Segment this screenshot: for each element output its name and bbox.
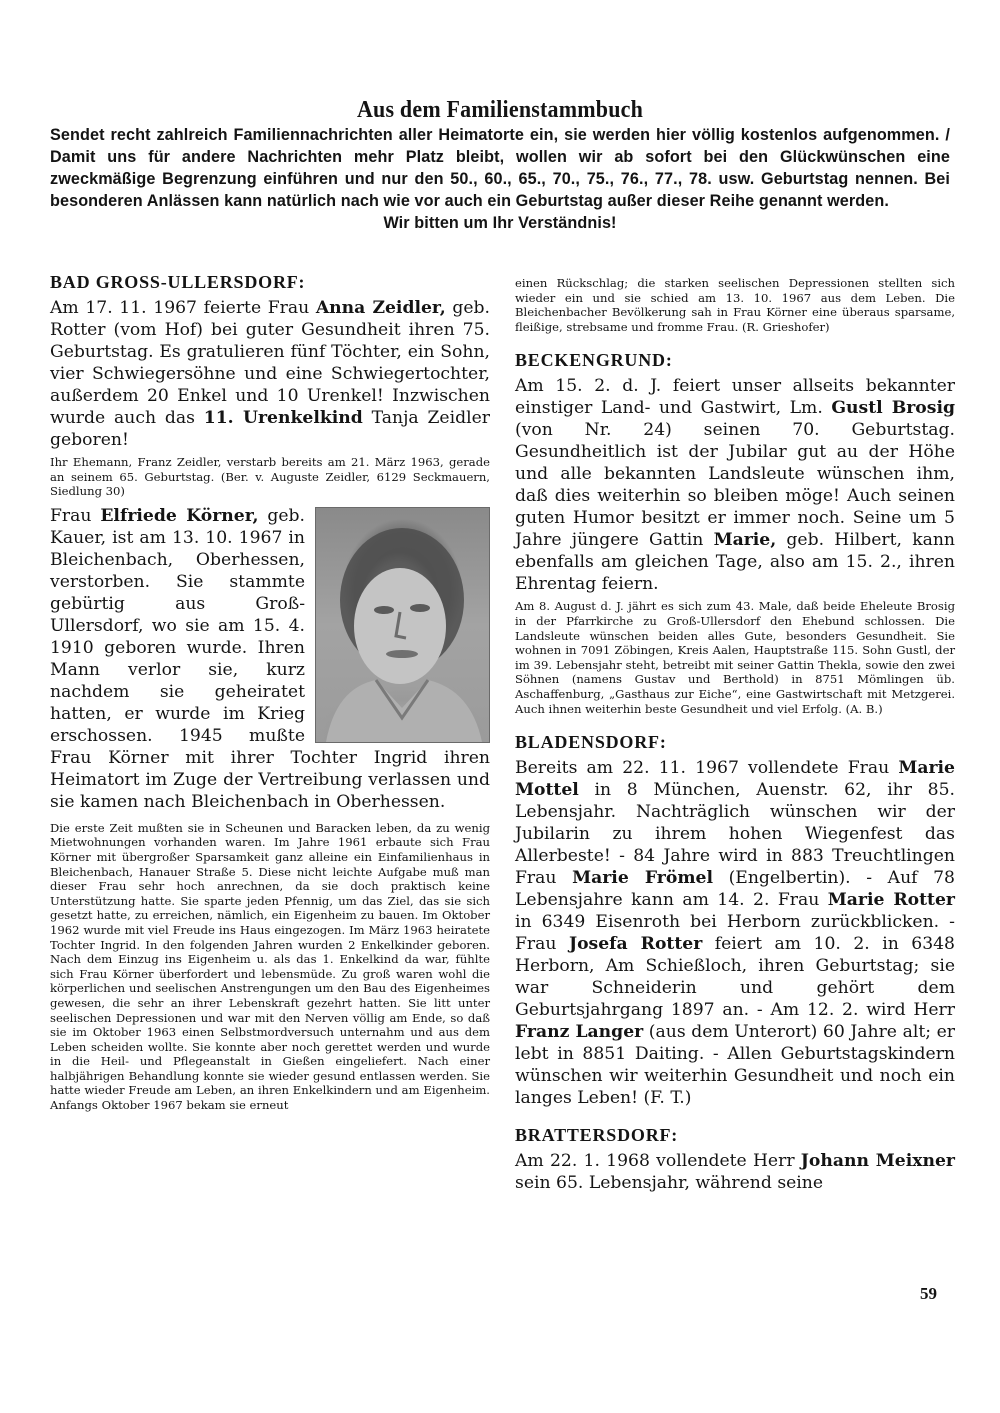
text: Frau <box>50 505 101 526</box>
text: geb. Kauer, ist am 13. 10. 1967 in Bleichenbach, Oberhessen, verstorben. Sie stammte gebürtig aus Groß-Ullersdorf, wo sie am 15. 4. 1910 geboren wurde. Ihren Mann verlor sie, kurz nachdem sie geheiratet hatten, er wurde im Krieg erschossen. 1945 mußte Frau Körner mit ihrer Tochter Ingrid ihren Heimatort im Zuge der Vertreibung verlassen und sie kamen nach Bleichenbach in Oberhessen. <box>50 505 490 812</box>
bold-phrase: 11. Urenkelkind <box>203 408 363 428</box>
text: Bereits am 22. 11. 1967 vollendete Frau <box>515 758 899 779</box>
note-zeidler: Ihr Ehemann, Franz Zeidler, verstarb bereits am 21. März 1963, gerade an seinem 65. Geburtstag. (Ber. v. Auguste Zeidler, 6129 Seckmauern, Siedlung 30) <box>50 455 490 499</box>
text: geb. Hilbert, kann ebenfalls am gleichen Tage, also am 15. 2., ihren Ehrentag feiern. <box>515 530 955 595</box>
text: Am 15. 2. d. J. feiert unser allseits bekannter einstiger Land- und Gastwirt, Lm. <box>515 376 955 419</box>
person-name: Elfriede Körner, <box>100 505 259 526</box>
text: (von Nr. 24) seinen 70. Geburtstag. Gesundheitlich ist der Jubilar gut au der Höhe und alle bekannten Landsleute wünschen ihm, daß dies weiterhin so bleiben möge! Auch seinen guten Humor besitzt er immer noch. Seine um 5 Jahre jüngere Gattin <box>515 420 955 551</box>
text: Am 22. 1. 1968 vollendete Herr <box>515 1151 801 1172</box>
article-koerner-details: Die erste Zeit mußten sie in Scheunen und Baracken leben, da zu wenig Mietwohnungen vorhanden waren. Im Jahre 1961 erbaute sich Frau Körner mit übergroßer Sparsamkeit ganz alleine ein Einfamilienhaus in Bleichenbach, Hanauer Straße 5. Diese nicht leichte Aufgabe muß man dieser Frau sehr hoch anrechnen, da sie doch praktisch keine Unterstützung hatte. Sie sparte jeden Pfennig, um das Ziel, das sie sich gesetzt hatte, zu erreichen, nämlich, ein Eigenheim zu bauen. Im Oktober 1962 wurde mit viel Freude ins Haus eingezogen. Im März 1963 heiratete Tochter Ingrid. In den folgenden Jahren wurden 2 Enkelkinder geboren. Nach dem Einzug ins Eigenheim u. als das 1. Enkelkind da war, fühlte sich Frau Körner überfordert und lebensmüde. Zu groß waren wohl die körperlichen und seelischen Anstrengungen um den Bau des Eigenheimes gewesen, die sehr an ihrer Lebenskraft gezehrt hatten. Sie litt unter seelischen Depressionen und war mit den Nerven völlig am Ende, so daß sie im Oktober 1963 einen Selbstmordversuch unternahm und aus dem Leben scheiden wollte. Sie konnte aber noch gerettet werden und wurde in die Heil- und Pflegeanstalt in Gießen eingeliefert. Nach einer halbjährigen Behandlung konnte sie wieder gesund entlassen werden. Sie hatte wieder Freude am Leben, an ihren Enkelkindern und am Eigenheim. Anfangs Oktober 1967 bekam sie erneut <box>50 820 490 1113</box>
intro-text: Sendet recht zahlreich Familiennachrichten aller Heimatorte ein, sie werden hier völlig kostenlos aufgenommen. / Damit uns für andere Nachrichten mehr Platz bleibt, wollen wir ab sofort bei den Glückwünschen eine zweckmäßige Begrenzung einführen und nur den 50., 60., 65., 70., 75., 76., 77., 78. usw. Geburtstag nennen. Bei besonderen Anlässen kann natürlich nach wie vor auch ein Geburtstag außer dieser Reihe genannt werden. <box>50 126 950 210</box>
text: in 8 München, Auenstr. 62, ihr 85. Lebensjahr. Nachträglich wünschen wir der Jubilarin zu ihrem hohen Wiegenfest das Allerbeste! - 84 Jahre wird in 883 Treuchtlingen Frau <box>515 780 955 889</box>
section-heading-brattersdorf: BRATTERSDORF: <box>515 1125 679 1146</box>
person-name: Josefa Rotter <box>568 934 703 955</box>
section-heading-beckengrund: BECKENGRUND: <box>515 350 673 371</box>
section-heading-bladensdorf: BLADENSDORF: <box>515 732 667 753</box>
text: geb. Rotter (vom Hof) bei guter Gesundheit ihren 75. Geburtstag. Es gratulieren fünf Töchter, ein Sohn, vier Schwiegersöhne und eine Schwiegertochter, außerdem 20 Enkel und 10 Urenkel! Inzwischen wurde auch das <box>50 298 490 428</box>
person-name: Marie Mottel <box>515 758 955 801</box>
text: feiert am 10. 2. in 6348 Herborn, Am Schießloch, ihren Geburtstag; sie war Schneiderin und gehört dem Geburtsjahrgang 1897 an. - Am 12. 2. wird Herr <box>515 934 955 1021</box>
article-zeidler <box>50 297 490 451</box>
article-koerner <box>50 505 490 813</box>
portrait-image-icon <box>316 508 489 742</box>
page-number: 59 <box>920 1284 937 1303</box>
text: Tanja Zeidler geboren! <box>50 408 490 450</box>
person-name: Marie Rotter <box>827 890 955 911</box>
article-koerner-continued: einen Rückschlag; die starken seelischen Depressionen stellten sich wieder ein und sie schied am 13. 10. 1967 aus dem Leben. Die Bleichenbacher Bevölkerung sah in Frau Körner eine überaus sparsame, fleißige, strebsame und fromme Frau. (R. Grieshofer) <box>515 276 955 334</box>
intro-closing: Wir bitten um Ihr Verständnis! <box>383 214 617 232</box>
text: (aus dem Unterort) 60 Jahre alt; er lebt in 8851 Daiting. - Allen Geburtstagskindern wünschen wir weiterhin Gesundheit und noch ein langes Leben! (F. T.) <box>515 1022 955 1109</box>
section-heading-bad-gross-ullersdorf: BAD GROSS-ULLERSDORF: <box>50 272 306 292</box>
text: sein 65. Lebensjahr, während seine <box>515 1173 824 1194</box>
portrait-photo <box>315 507 490 743</box>
intro-notice <box>50 124 950 234</box>
person-name: Franz Langer <box>515 1022 644 1043</box>
right-column <box>515 270 955 1194</box>
article-brosig <box>515 375 955 595</box>
text: Am 17. 11. 1967 feierte Frau <box>50 298 316 318</box>
left-column <box>50 272 490 1113</box>
article-brosig-anniversary: Am 8. August d. J. jährt es sich zum 43. Male, daß beide Eheleute Brosig in der Pfarrkirche zu Groß-Ullersdorf den Ehebund schlossen. Die Landsleute wünschen beiden alles Gute, besonders Gesundheit. Sie wohnen in 7091 Zöbingen, Kreis Aalen, Hauptstraße 115. Sohn Gustl, der im 39. Lebensjahr steht, betreibt mit seiner Gattin Thekla, sowie den zwei Söhnen (namens Gustav und Berthold) in 8751 Mömlingen üb. Aschaffenburg, „Gasthaus zur Eiche“, eine Gastwirtschaft mit Metzgerei. Auch ihnen weiterhin beste Gesundheit und viel Erfolg. (A. B.) <box>515 599 955 716</box>
person-name: Marie Frömel <box>572 868 713 889</box>
person-name: Gustl Brosig <box>831 398 955 419</box>
text: in 6349 Eisenroth bei Herborn zurückblicken. - Frau <box>515 912 955 955</box>
article-bladensdorf <box>515 757 955 1109</box>
person-name: Anna Zeidler, <box>315 298 446 318</box>
article-meixner <box>515 1150 955 1194</box>
person-name: Marie, <box>713 530 777 551</box>
person-name: Johann Meixner <box>800 1151 955 1172</box>
page-title: Aus dem Familienstammbuch <box>356 94 644 123</box>
text: (Engelbertin). - Auf 78 Lebensjahre kann am 14. 2. Frau <box>515 868 955 911</box>
